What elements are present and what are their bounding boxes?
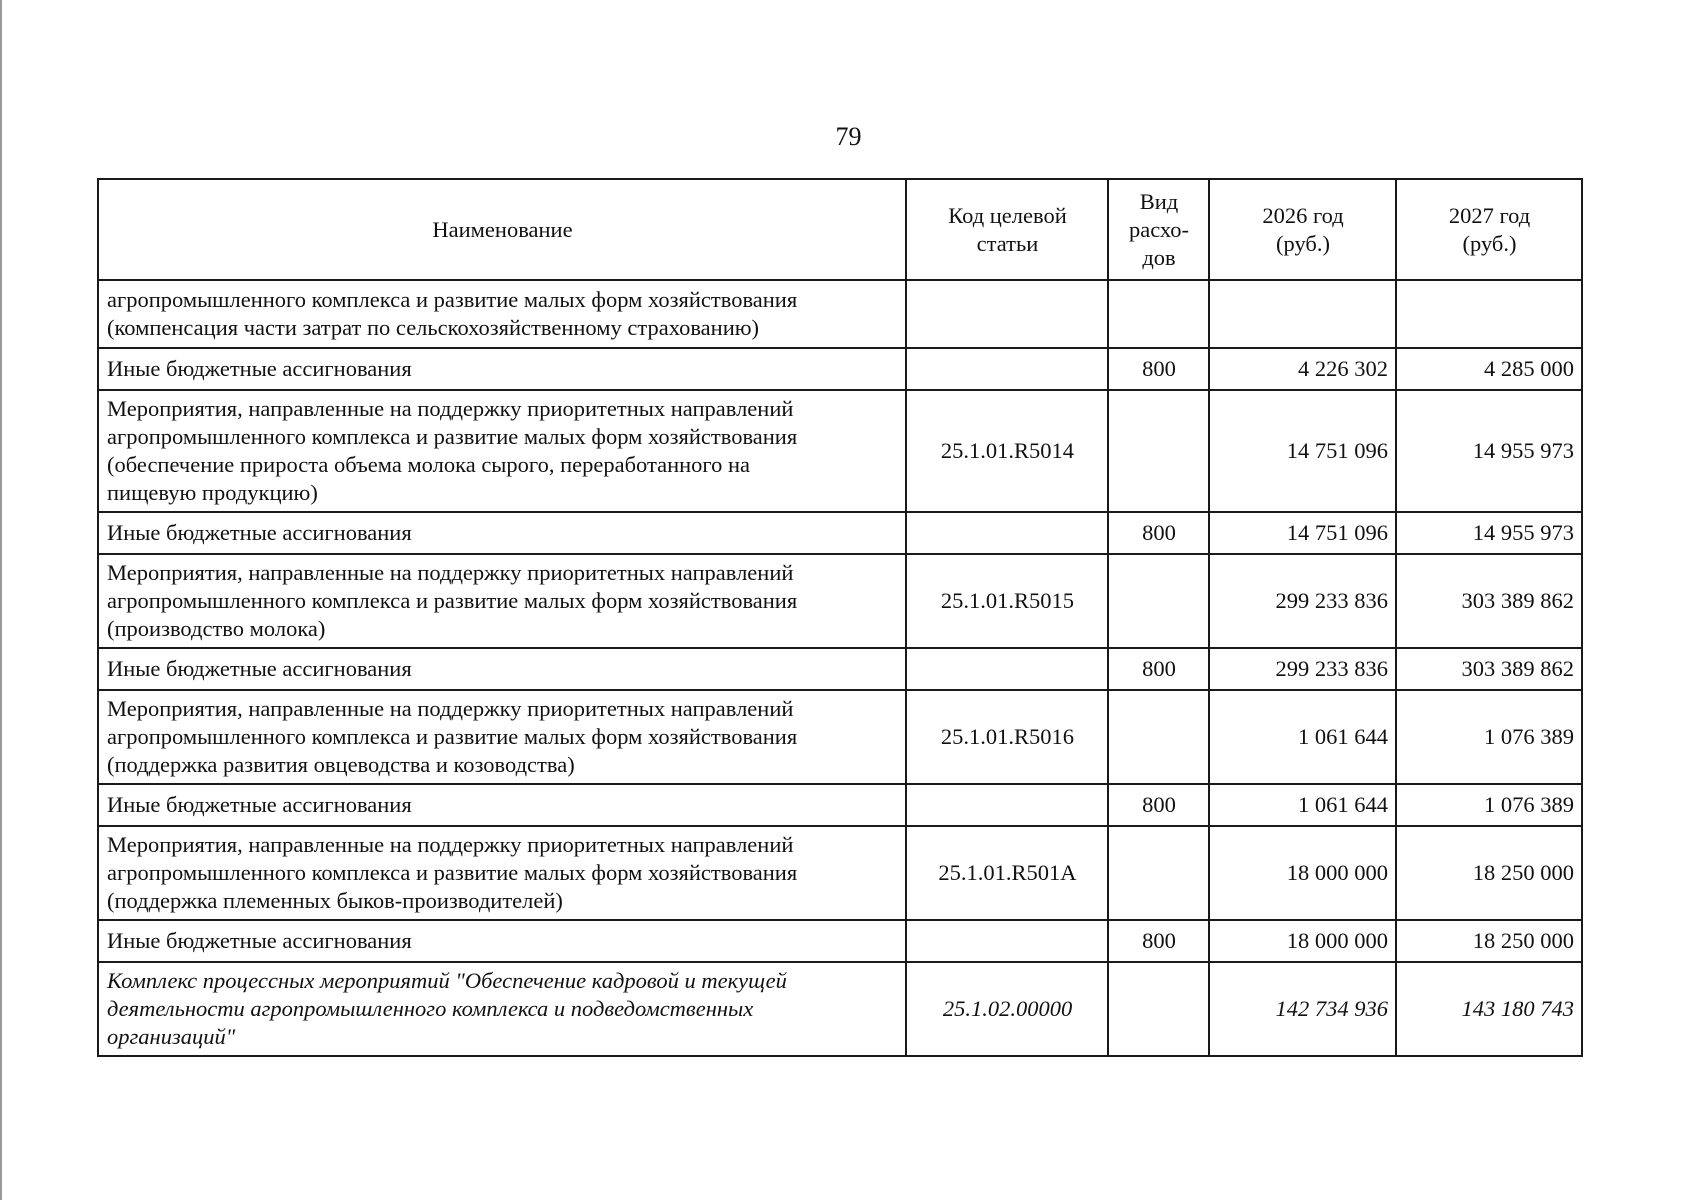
cell-name-line: (поддержка племенных быков-производителей) [107, 888, 563, 913]
table-row [98, 554, 1582, 648]
header-year-2026 [1209, 179, 1396, 280]
cell-2027: 14 955 973 [1396, 390, 1582, 512]
cell-2026: 299 233 836 [1209, 648, 1396, 690]
cell-2027: 1 076 389 [1396, 690, 1582, 784]
cell-kind [1108, 390, 1209, 512]
header-kind [1108, 179, 1209, 280]
cell-2026: 1 061 644 [1209, 784, 1396, 826]
cell-name-line: агропромышленного комплекса и развитие малых форм хозяйствования [107, 860, 798, 885]
table-row [98, 920, 1582, 962]
cell-code: 25.1.01.R5014 [906, 390, 1108, 512]
cell-name-line: Иные бюджетные ассигнования [107, 356, 412, 381]
cell-name-line: (обеспечение прироста объема молока сырого, переработанного на [107, 452, 750, 477]
scan-left-edge [0, 0, 2, 1200]
cell-kind [1108, 826, 1209, 920]
cell-2026: 4 226 302 [1209, 348, 1396, 390]
cell-name-line: Иные бюджетные ассигнования [107, 792, 412, 817]
cell-name-line: пищевую продукцию) [107, 480, 318, 505]
header-code-line: статьи [976, 230, 1039, 256]
cell-2027: 1 076 389 [1396, 784, 1582, 826]
cell-2027: 303 389 862 [1396, 554, 1582, 648]
header-year-2027-line: 2027 год [1448, 202, 1531, 228]
cell-kind: 800 [1108, 512, 1209, 554]
cell-code: 25.1.01.R5015 [906, 554, 1108, 648]
cell-kind [1108, 280, 1209, 348]
cell-kind [1108, 962, 1209, 1056]
page-number: 79 [835, 122, 862, 151]
table-row [98, 348, 1582, 390]
cell-name-line: деятельности агропромышленного комплекса и подведомственных [107, 996, 754, 1021]
cell-2027: 4 285 000 [1396, 348, 1582, 390]
cell-2027: 18 250 000 [1396, 920, 1582, 962]
cell-name-line: (компенсация части затрат по сельскохозяйственному страхованию) [107, 315, 760, 340]
table-row [98, 280, 1582, 348]
cell-name-line: Мероприятия, направленные на поддержку приоритетных направлений [107, 396, 794, 421]
cell-2026: 18 000 000 [1209, 920, 1396, 962]
header-name [98, 179, 906, 280]
table-body [98, 280, 1582, 1056]
table-row [98, 784, 1582, 826]
cell-name [98, 512, 906, 554]
cell-name-line: (производство молока) [107, 616, 326, 641]
cell-name-line: Иные бюджетные ассигнования [107, 656, 412, 681]
cell-code: 25.1.01.R5016 [906, 690, 1108, 784]
header-code [906, 179, 1108, 280]
cell-2026: 1 061 644 [1209, 690, 1396, 784]
cell-name [98, 280, 906, 348]
header-year-2026-line: 2026 год [1262, 202, 1344, 228]
cell-2027: 18 250 000 [1396, 826, 1582, 920]
cell-code: 25.1.01.R501A [906, 826, 1108, 920]
cell-name [98, 962, 906, 1056]
cell-name [98, 390, 906, 512]
budget-table [97, 178, 1583, 1057]
header-year-2027 [1396, 179, 1582, 280]
cell-name [98, 690, 906, 784]
table-row [98, 512, 1582, 554]
table-row [98, 390, 1582, 512]
cell-name [98, 826, 906, 920]
cell-code [906, 784, 1108, 826]
table-row [98, 690, 1582, 784]
cell-kind: 800 [1108, 648, 1209, 690]
header-year-2026-line: (руб.) [1276, 230, 1330, 256]
cell-name [98, 648, 906, 690]
table-row [98, 962, 1582, 1056]
cell-name-line: агропромышленного комплекса и развитие малых форм хозяйствования [107, 287, 798, 312]
cell-kind [1108, 690, 1209, 784]
cell-name-line: Мероприятия, направленные на поддержку приоритетных направлений [107, 696, 794, 721]
cell-name-line: (поддержка развития овцеводства и козоводства) [107, 752, 575, 777]
table-row [98, 648, 1582, 690]
header-name-text: Наименование [432, 216, 573, 242]
cell-kind: 800 [1108, 784, 1209, 826]
header-kind-line: Вид [1139, 188, 1179, 214]
header-code-line: Код целевой [948, 202, 1067, 228]
cell-code [906, 348, 1108, 390]
header-kind-line: дов [1142, 244, 1176, 270]
cell-code: 25.1.02.00000 [906, 962, 1108, 1056]
cell-name [98, 554, 906, 648]
cell-name [98, 784, 906, 826]
cell-name-line: Иные бюджетные ассигнования [107, 928, 412, 953]
cell-name-line: агропромышленного комплекса и развитие малых форм хозяйствования [107, 424, 798, 449]
cell-name-line: агропромышленного комплекса и развитие малых форм хозяйствования [107, 724, 798, 749]
cell-2026 [1209, 280, 1396, 348]
cell-code [906, 512, 1108, 554]
cell-name-line: агропромышленного комплекса и развитие малых форм хозяйствования [107, 588, 798, 613]
cell-2027: 143 180 743 [1396, 962, 1582, 1056]
cell-2027 [1396, 280, 1582, 348]
table-header-row [98, 179, 1582, 280]
cell-name-line: Мероприятия, направленные на поддержку приоритетных направлений [107, 560, 794, 585]
cell-2026: 142 734 936 [1209, 962, 1396, 1056]
cell-kind [1108, 554, 1209, 648]
cell-name-line: Иные бюджетные ассигнования [107, 520, 412, 545]
header-kind-line: расхо- [1128, 216, 1190, 242]
cell-name [98, 348, 906, 390]
cell-name-line: Мероприятия, направленные на поддержку приоритетных направлений [107, 832, 794, 857]
header-year-2027-line: (руб.) [1462, 230, 1517, 256]
cell-code [906, 920, 1108, 962]
cell-name-line: организаций" [107, 1024, 236, 1049]
cell-name-line: Комплекс процессных мероприятий "Обеспечение кадровой и текущей [107, 968, 787, 993]
cell-2027: 14 955 973 [1396, 512, 1582, 554]
cell-code [906, 280, 1108, 348]
cell-2026: 14 751 096 [1209, 512, 1396, 554]
cell-2026: 299 233 836 [1209, 554, 1396, 648]
cell-2026: 14 751 096 [1209, 390, 1396, 512]
table-row [98, 826, 1582, 920]
cell-code [906, 648, 1108, 690]
cell-2026: 18 000 000 [1209, 826, 1396, 920]
cell-2027: 303 389 862 [1396, 648, 1582, 690]
cell-kind: 800 [1108, 920, 1209, 962]
cell-name [98, 920, 906, 962]
cell-kind: 800 [1108, 348, 1209, 390]
